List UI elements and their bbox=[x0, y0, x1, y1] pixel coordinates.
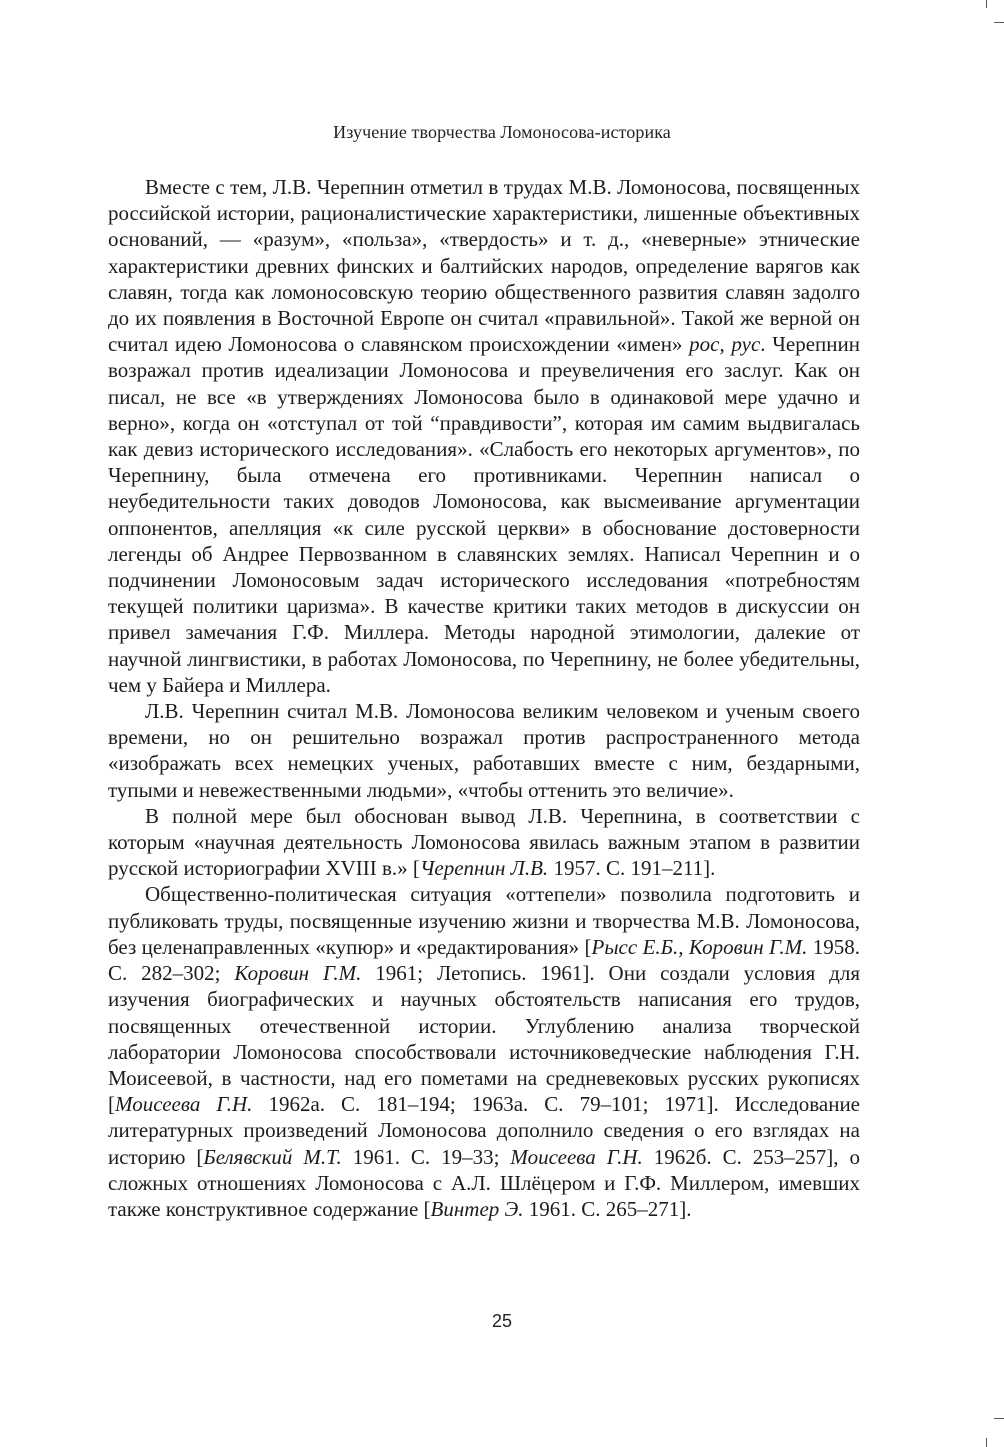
crop-mark-top-right bbox=[986, 0, 987, 8]
page-number: 25 bbox=[491, 1311, 513, 1331]
running-head: Изучение творчества Ломоносова-историка bbox=[333, 122, 671, 142]
text-run: Вместе с тем, Л.В. Черепнин отметил в трудах М.В. Ломоносова, посвященных российской истории, рационалистические характеристики, лишенные объективных оснований, — «разум», «польза», «твердость» и т. д., «неверные» этнические характеристики древних финских и балтийских народов, определение варягов как славян, тогда как ломоносовскую теорию общественного развития славян задолго до их появления в Восточной Европе он считал «правильной». Такой же верной он считал идею Ломоносова о славянском происхождении «имен» bbox=[108, 175, 860, 357]
paragraph bbox=[108, 881, 860, 1222]
text-run: Л.В. Черепнин считал М.В. Ломоносова великим человеком и ученым своего времени, но он решительно возражал против распространенного метода «изображать всех немецких ученых, работавших вместе с ним, бездарными, тупыми и невежественными людьми», «чтобы оттенить это величие». bbox=[108, 699, 860, 802]
citation-author: Моисеева Г.Н. bbox=[510, 1144, 643, 1169]
text-run: 1962б. С. 253–257], о сложных отношениях Ломоносова с А.Л. Шлёцером и Г.Ф. Миллером, имевших также конструктивное содержание [ bbox=[108, 1144, 861, 1221]
citation-author: рос bbox=[689, 332, 720, 357]
text-run: 1961. С. 265–271]. bbox=[523, 1196, 692, 1221]
paragraph bbox=[108, 803, 860, 882]
citation-author: Черепнин Л.В. bbox=[419, 856, 549, 881]
text-run: , bbox=[719, 332, 732, 357]
paragraph bbox=[108, 698, 860, 803]
text-run: 1957. С. 191–211]. bbox=[548, 856, 716, 881]
paragraph bbox=[108, 174, 860, 698]
text-run: 1958. С. 282–302; bbox=[108, 934, 860, 986]
citation-author: Моисеева Г.Н. bbox=[115, 1092, 253, 1117]
text-run: Общественно-политическая ситуация «оттепели» позволила подготовить и публиковать труды, посвященные изучению жизни и творчества М.В. Ломоносова, без целенаправленных «купюр» и «редактирования» [ bbox=[108, 882, 860, 959]
body-text bbox=[108, 174, 860, 1222]
crop-mark-top-right-h bbox=[994, 22, 1004, 23]
citation-author: рус bbox=[731, 332, 761, 357]
text-run: 1961; Летопись. 1961]. Они создали условия для изучения биографических и научных обстоятельств написания его трудов, посвященных отечественной истории. Углублению анализа творческой лаборатории Ломоносова способствовали источниковедческие наблюдения Г.Н. Моисеевой, в частности, над его пометами на средневековых русских рукописях [ bbox=[108, 961, 860, 1117]
text-run: В полной мере был обоснован вывод Л.В. Черепнина, в соответствии с которым «научная деятельность Ломоносова явилась важным этапом в развитии русской историографии XVIII в.» [ bbox=[108, 803, 860, 881]
crop-mark-bottom-right-h bbox=[994, 1418, 1004, 1419]
citation-author: Белявский М.Т. bbox=[203, 1144, 342, 1169]
text-run: 1962а. С. 181–194; 1963а. С. 79–101; 1971]. Исследование литературных произведений Ломоносова дополнило сведения о его взглядах на историю [ bbox=[108, 1092, 860, 1169]
citation-author: Винтер Э. bbox=[430, 1196, 524, 1221]
citation-author: Коровин Г.М. bbox=[234, 961, 362, 986]
text-run: 1961. С. 19–33; bbox=[341, 1144, 511, 1169]
crop-mark-bottom-right bbox=[986, 1438, 987, 1447]
text-run: . Черепнин возражал против идеализации Ломоносова и преувеличения его заслуг. Как он писал, не все «в утверждениях Ломоносова было в одинаковой мере удачно и верно», когда он «отступал от той “правдивости”, которая им самим выдвигалась как девиз исторического исследования». «Слабость его некоторых аргументов», по Черепнину, была отмечена его противниками. Черепнин написал о неубедительности таких доводов Ломоносова, как высмеивание аргументации оппонентов, апелляция «к силе русской церкви» в обоснование достоверности легенды об Андрее Первозванном в славянских землях. Написал Черепнин и о подчинении Ломоносовым задач исторического исследования «потребностям текущей политики царизма». В качестве критики таких методов в дискуссии он привел замечания Г.Ф. Миллера. Методы народной этимологии, далекие от научной лингвистики, в работах Ломоносова, по Черепнину, не более убедительны, чем у Байера и Миллера. bbox=[108, 332, 860, 697]
citation-author: Рысс Е.Б., Коровин Г.М. bbox=[591, 934, 808, 959]
